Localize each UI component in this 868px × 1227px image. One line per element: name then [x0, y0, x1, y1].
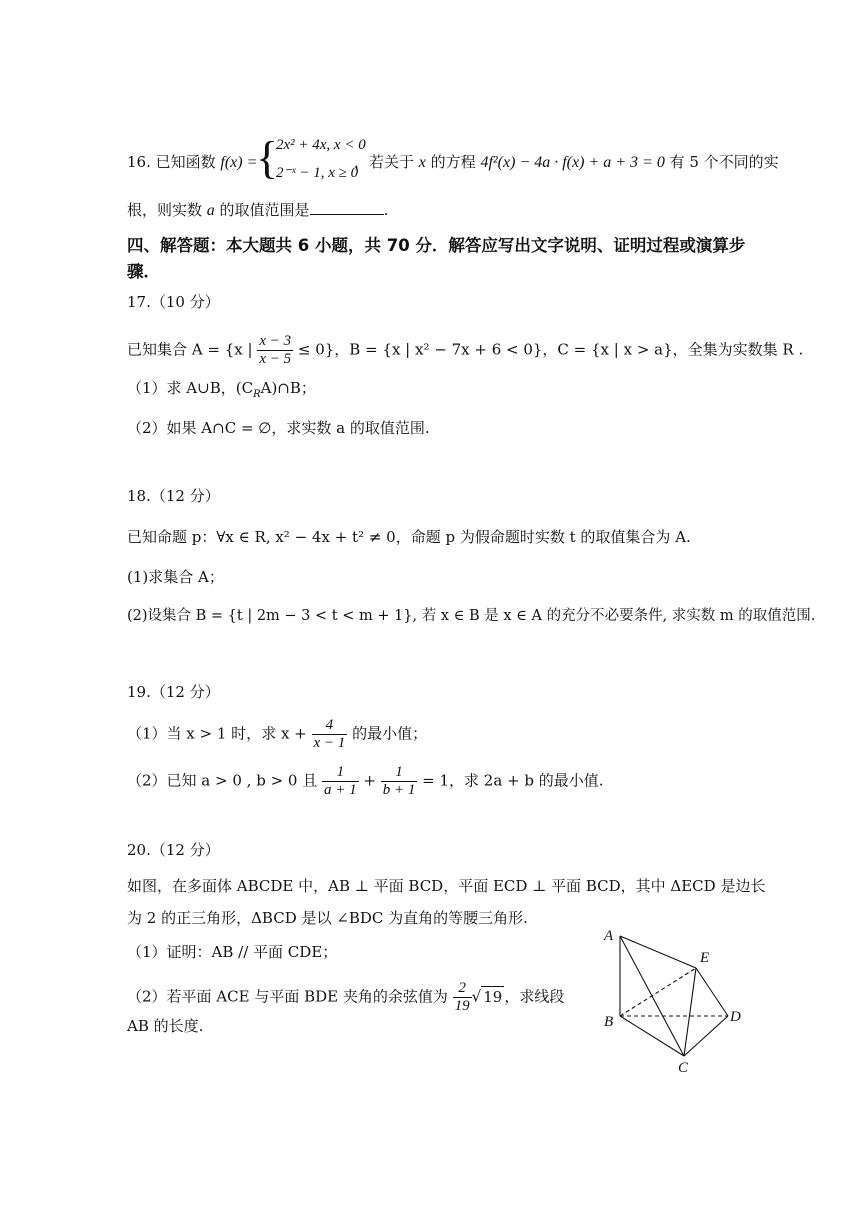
q17-set-rest: ≤ 0}，B = {x | x² − 7x + 6 < 0}，C = {x | x > a}，全集为实数集 R . — [293, 340, 804, 359]
q19-frac2-num: 1 — [381, 764, 418, 782]
q16-line1 — [127, 152, 257, 173]
q20-fraction — [453, 980, 472, 1015]
q17-line1 — [127, 333, 803, 368]
q16-mid: ，若关于 — [354, 153, 419, 171]
q19-frac1-num: 1 — [322, 764, 359, 782]
q19-fraction-2 — [381, 764, 418, 799]
edge-bc — [620, 1016, 684, 1056]
q16-equation: 4f²(x) − 4a · f(x) + a + 3 = 0 — [480, 154, 665, 171]
q16-line2-b: 的取值范围是 — [214, 201, 310, 219]
q17-frac-num: x − 3 — [259, 333, 292, 349]
q20-part2-line2: AB 的长度. — [127, 1017, 204, 1035]
section4-heading-line1: 四、解答题：本大题共 6 小题，共 70 分．解答应写出文字说明、证明过程或演算步 — [127, 236, 746, 255]
label-b: B — [604, 1014, 614, 1030]
piecewise-brace: { — [256, 132, 279, 183]
q19-fraction — [312, 717, 348, 752]
q18-line1: 已知命题 p：∀x ∈ R, x² − 4x + t² ≠ 0，命题 p 为假命题时实数 t 的取值集合为 A. — [127, 528, 691, 546]
q20-part2-b: ，求线段 — [504, 987, 565, 1006]
edge-cd — [684, 1016, 728, 1056]
q20-line1: 如图，在多面体 ABCDE 中，AB ⊥ 平面 BCD，平面 ECD ⊥ 平面 BCD，其中 ΔECD 是边长 — [127, 877, 766, 895]
q16-line2-a: 根，则实数 — [127, 201, 207, 219]
edge-ec — [684, 968, 696, 1056]
q18-part2: (2)设集合 B = {t | 2m − 3 < t < m + 1}, 若 x ∈ B 是 x ∈ A 的充分不必要条件, 求实数 m 的取值范围. — [127, 608, 816, 624]
q17-part1-a: （1）求 A∪B，(C — [127, 379, 254, 397]
q16-line2 — [127, 200, 388, 221]
q16-suffix: 有 5 个不同的实 — [664, 153, 779, 171]
q20-header: 20.（12 分） — [127, 841, 220, 859]
q20-part2 — [127, 980, 564, 1015]
q20-frac-den: 19 — [454, 998, 470, 1014]
q17-header: 17.（10 分） — [127, 293, 220, 311]
edge-ed — [696, 968, 728, 1016]
q20-part2-a: （2）若平面 ACE 与平面 BDE 夹角的余弦值为 — [127, 987, 453, 1006]
q16-line2-end: . — [383, 201, 389, 219]
q16-line2-var: a — [206, 202, 215, 219]
answer-blank — [310, 200, 384, 215]
q19-part1-a: （1）当 x > 1 时，求 x + — [127, 724, 312, 743]
q19-part1 — [127, 717, 427, 752]
q17-part2: （2）如果 A∩C = ∅，求实数 a 的取值范围. — [127, 419, 430, 437]
q17-frac-den: x − 5 — [259, 351, 292, 367]
q19-frac2-den: b + 1 — [382, 782, 416, 798]
q17-part1-b: A)∩B； — [260, 379, 316, 397]
q17-set-a-start: 已知集合 A = {x | — [127, 340, 258, 359]
q19-frac-num: 4 — [312, 717, 348, 735]
q19-header: 19.（12 分） — [127, 683, 220, 701]
sqrt-icon: √ — [471, 987, 482, 1006]
q16-prefix: 16. 已知函数 — [127, 153, 221, 171]
q20-line2: 为 2 的正三角形，ΔBCD 是以 ∠BDC 为直角的等腰三角形. — [127, 909, 528, 927]
polyhedron-figure — [596, 920, 756, 1080]
q16-line1-rest — [354, 152, 779, 173]
q16-var: x — [418, 154, 426, 171]
q17-part1-sub: R — [253, 389, 261, 400]
edge-be-hidden — [620, 968, 696, 1016]
q19-plus: + — [358, 771, 381, 790]
q18-part1: (1)求集合 A； — [127, 568, 224, 586]
label-a: A — [604, 928, 614, 944]
q19-part2-b: = 1，求 2a + b 的最小值. — [417, 771, 604, 790]
q20-part1: （1）证明：AB // 平面 CDE； — [127, 943, 338, 961]
section4-heading-line2: 骤． — [127, 262, 160, 281]
q19-frac-den: x − 1 — [313, 735, 346, 751]
q20-sqrt-value: 19 — [483, 987, 503, 1006]
edge-ae — [620, 936, 696, 968]
q16-function-name: f(x) = — [220, 154, 258, 171]
q16-piece1: 2x² + 4x, x < 0 — [276, 137, 366, 153]
label-c: C — [678, 1060, 689, 1076]
q17-part1 — [127, 378, 316, 405]
label-e: E — [700, 950, 710, 966]
q18-header: 18.（12 分） — [127, 487, 220, 505]
q19-part2-a: （2）已知 a > 0 , b > 0 且 — [127, 771, 322, 790]
label-d: D — [730, 1009, 741, 1025]
q19-frac1-den: a + 1 — [324, 782, 357, 798]
q17-fraction — [257, 333, 293, 368]
q16-piece2: 2⁻ˣ − 1, x ≥ 0 — [276, 165, 359, 181]
q19-fraction-1 — [322, 764, 359, 799]
q19-part2 — [127, 764, 604, 799]
q20-frac-num: 2 — [453, 980, 472, 998]
q16-mid2: 的方程 — [425, 153, 481, 171]
q19-part1-b: 的最小值； — [347, 724, 428, 743]
